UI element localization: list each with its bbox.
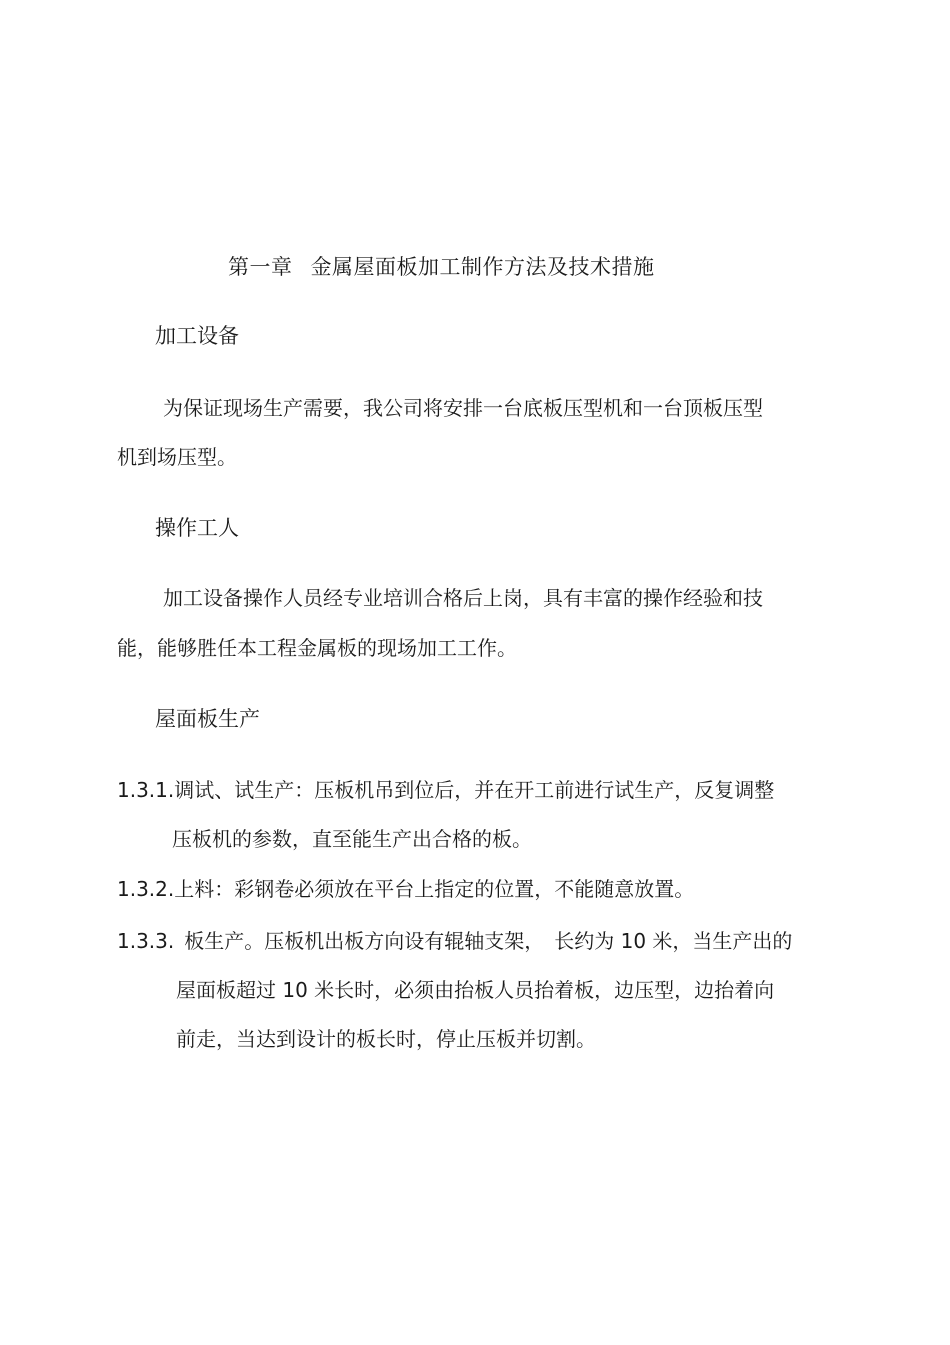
list-item-1-3-3: [117, 929, 792, 953]
item-text: 调试、试生产：压板机吊到位后，并在开工前进行试生产，反复调整: [174, 778, 775, 802]
paragraph-line: 机到场压型。: [117, 445, 237, 469]
chapter-label: 第一章: [228, 255, 293, 279]
chapter-title: [228, 255, 655, 279]
item-continuation-line: 前走，当达到设计的板长时，停止压板并切割。: [176, 1027, 596, 1051]
item-number: 1.3.1.: [117, 778, 175, 802]
item-text: 板生产。压板机出板方向设有辊轴支架， 长约为 10 米，当生产出的: [184, 929, 793, 953]
section-heading-workers: 操作工人: [155, 516, 239, 540]
section-heading-roof-panel: 屋面板生产: [155, 707, 260, 731]
paragraph-line: 为保证现场生产需要，我公司将安排一台底板压型机和一台顶板压型: [163, 396, 763, 420]
item-continuation-line: 压板机的参数，直至能生产出合格的板。: [172, 827, 532, 851]
item-continuation-line: 屋面板超过 10 米长时，必须由抬板人员抬着板，边压型，边抬着向: [176, 978, 775, 1002]
list-item-1-3-1: [117, 778, 774, 802]
item-number: 1.3.2.: [117, 877, 175, 901]
chapter-title-text: 金属屋面板加工制作方法及技术措施: [310, 255, 655, 279]
item-text: 上料：彩钢卷必须放在平台上指定的位置，不能随意放置。: [174, 877, 695, 901]
paragraph-line: 加工设备操作人员经专业培训合格后上岗，具有丰富的操作经验和技: [163, 586, 763, 610]
list-item-1-3-2: [117, 877, 694, 901]
paragraph-line: 能，能够胜任本工程金属板的现场加工工作。: [117, 636, 517, 660]
item-number: 1.3.3.: [117, 929, 175, 953]
section-heading-equipment: 加工设备: [155, 324, 239, 348]
